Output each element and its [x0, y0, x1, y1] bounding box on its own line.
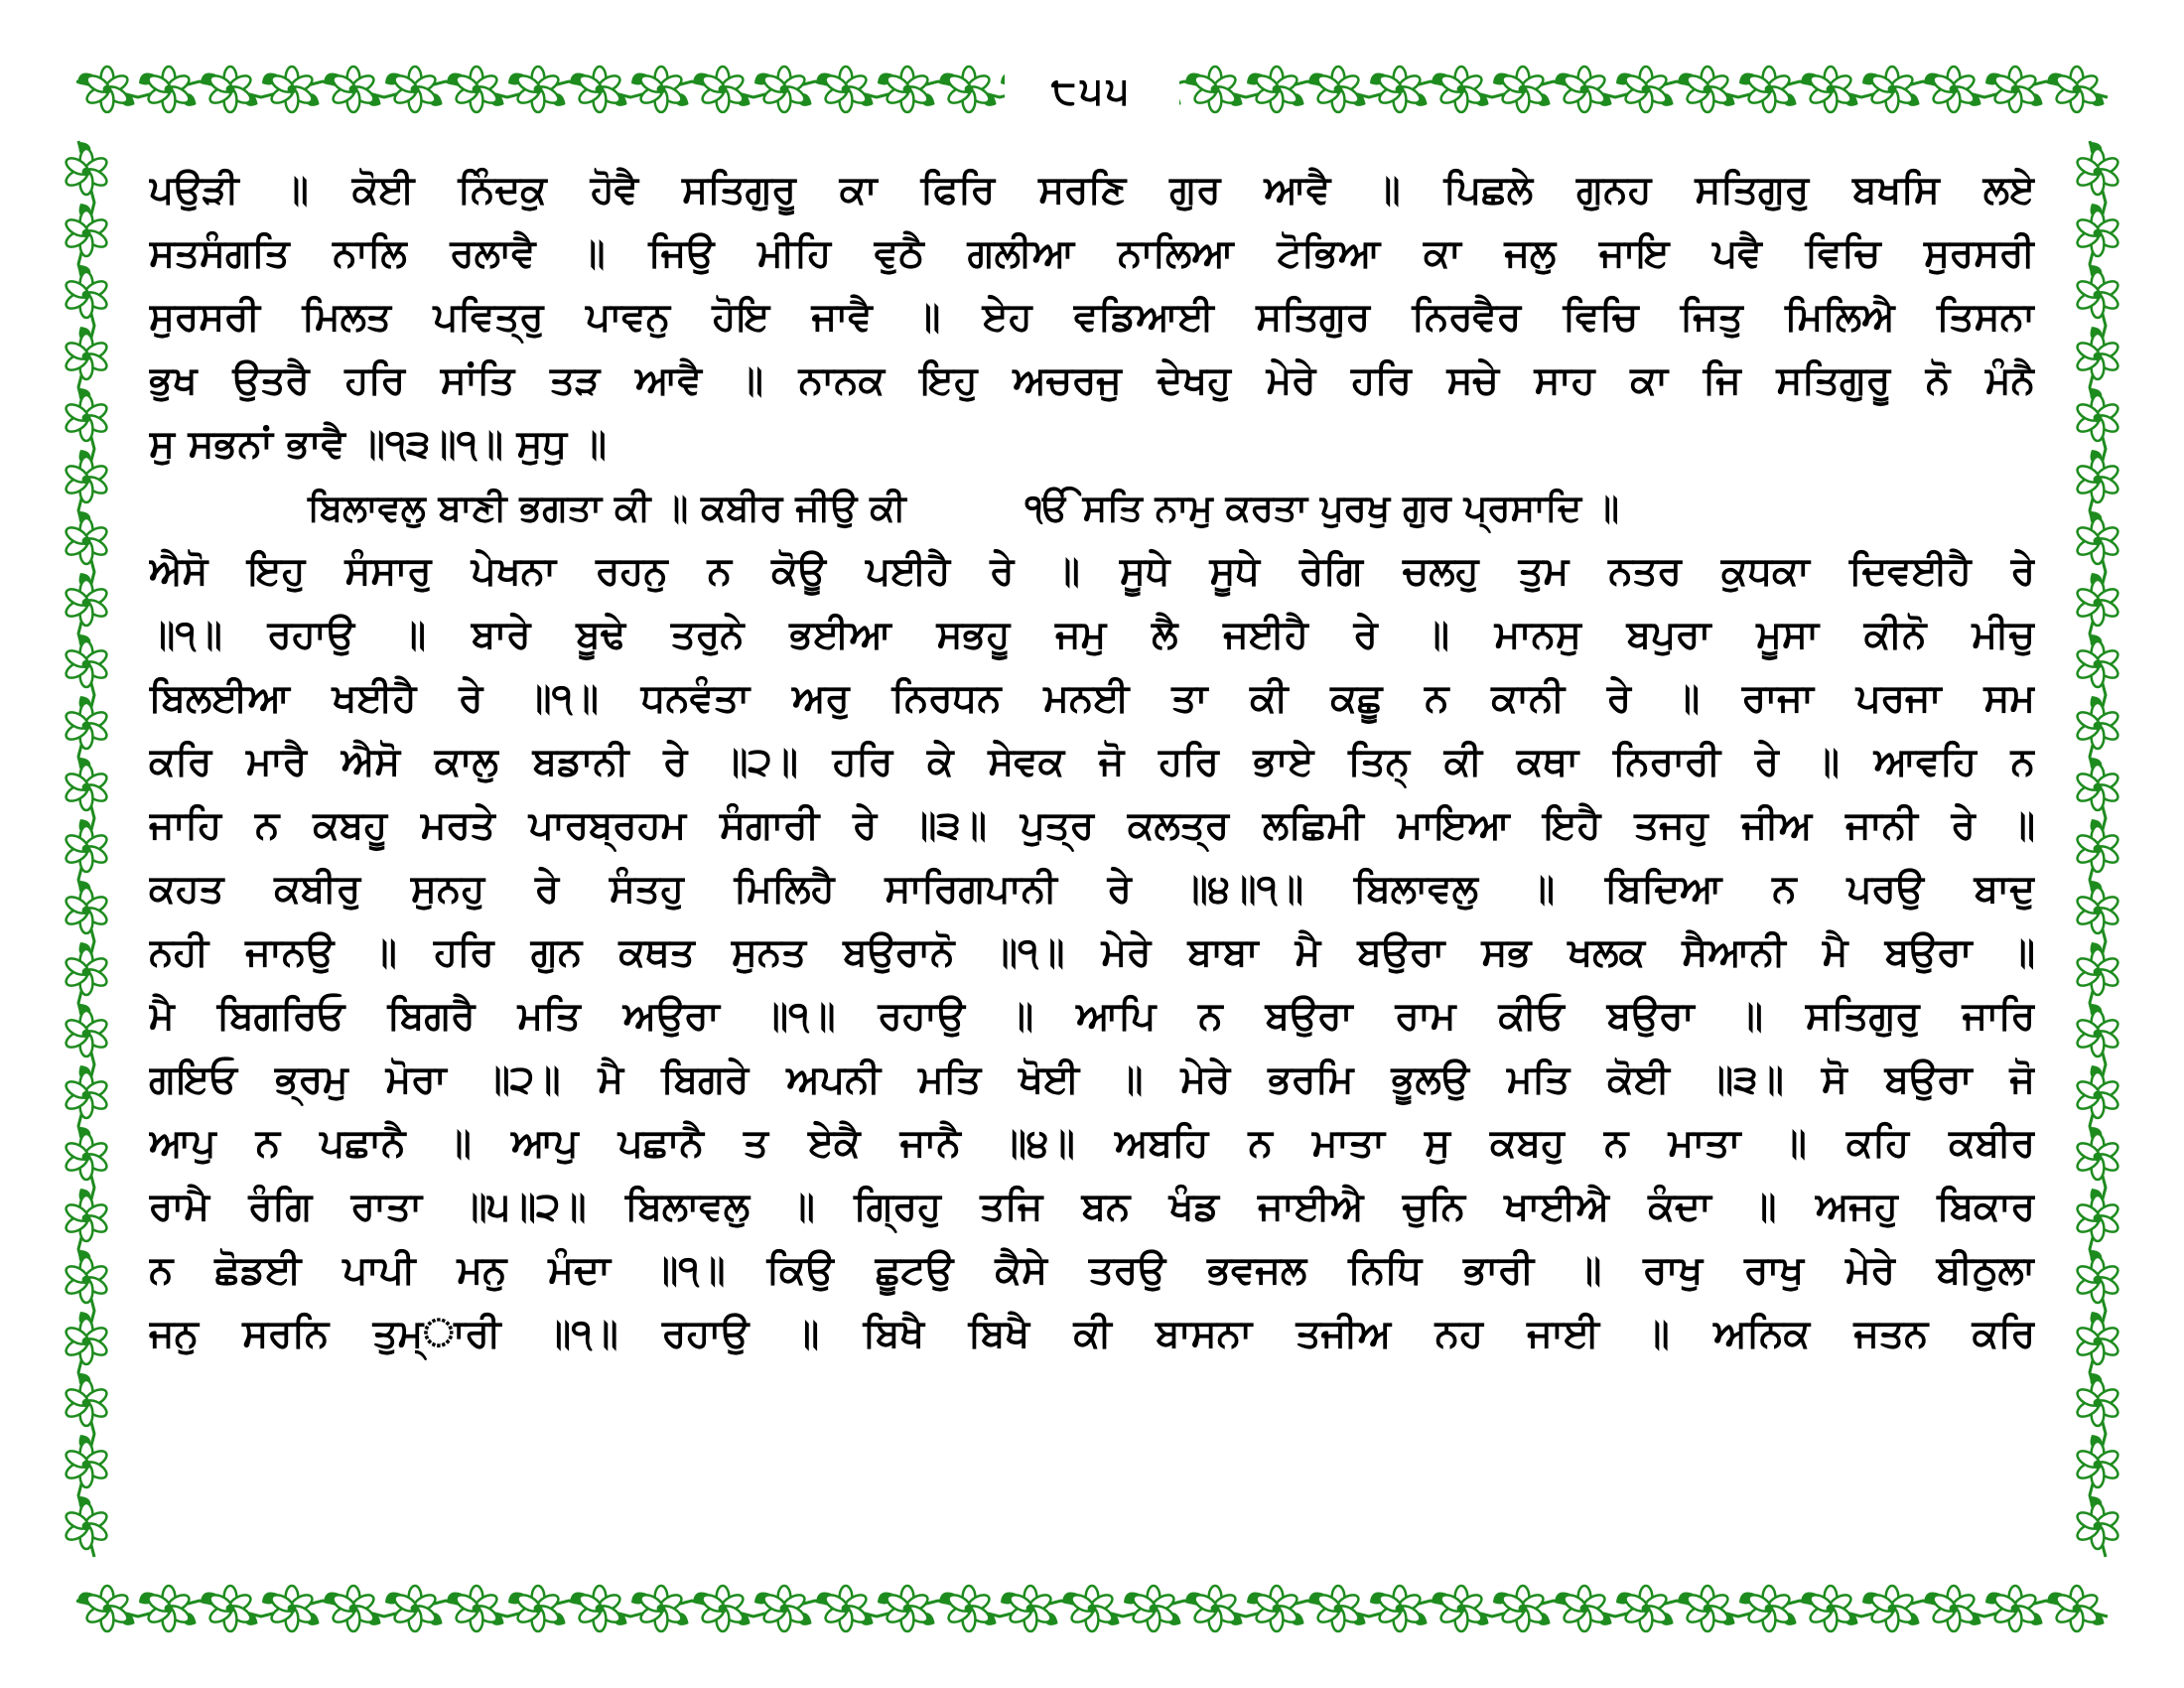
flower-icon: [2075, 1134, 2120, 1180]
flower-icon: [2075, 1257, 2120, 1303]
flower-icon: [64, 149, 109, 195]
flower-icon: [1192, 1586, 1238, 1631]
vine-pattern: [55, 1577, 2129, 1640]
flower-icon: [2075, 949, 2120, 995]
floral-border-right: [2066, 121, 2129, 1577]
flower-icon: [1808, 67, 1853, 112]
flower-icon: [515, 1586, 561, 1631]
flower-icon: [2075, 580, 2120, 626]
flower-icon: [64, 641, 109, 687]
flower-icon: [392, 1586, 438, 1631]
flower-icon: [1315, 1586, 1361, 1631]
flower-icon: [823, 1586, 869, 1631]
flower-icon: [885, 67, 930, 112]
flower-icon: [885, 1586, 930, 1631]
text-line: ਜਾਹਿ ਨ ਕਬਹੂ ਮਰਤੇ ਪਾਰਬ੍ਰਹਮ ਸੰਗਾਰੀ ਰੇ ॥੩॥ ਪੁਤ੍ਰ ਕਲਤ੍ਰ ਲਛਿਮੀ ਮਾਇਆ ਇਹੈ ਤਜਹੁ ਜੀਅ ਜਾਨੀ ਰੇ ॥: [149, 803, 2035, 848]
flower-icon: [64, 518, 109, 564]
flower-icon: [1808, 1586, 1853, 1631]
text-line: ॥੧॥ ਰਹਾਉ ॥ ਬਾਰੇ ਬੂਢੇ ਤਰੁਨੇ ਭਈਆ ਸਭਹੂ ਜਮੁ ਲੈ ਜਈਹੈ ਰੇ ॥ ਮਾਨਸੁ ਬਪੁਰਾ ਮੂਸਾ ਕੀਨੋ ਮੀਚੁ: [149, 613, 2035, 657]
flower-icon: [1931, 67, 1977, 112]
flower-icon: [1254, 1586, 1299, 1631]
flower-icon: [823, 67, 869, 112]
flower-icon: [84, 67, 130, 112]
flower-icon: [454, 1586, 499, 1631]
flower-icon: [64, 211, 109, 256]
heading-title: ਬਿਲਾਵਲੁ ਬਾਣੀ ਭਗਤਾ ਕੀ ॥ ਕਬੀਰ ਜੀਉ ਕੀ: [308, 487, 906, 529]
flower-icon: [207, 1586, 253, 1631]
flower-icon: [2075, 1319, 2120, 1364]
flower-icon: [1623, 1586, 1669, 1631]
flower-icon: [1685, 1586, 1730, 1631]
flower-icon: [2075, 1380, 2120, 1426]
flower-icon: [1931, 1586, 1977, 1631]
flower-icon: [1069, 1586, 1115, 1631]
flower-icon: [64, 765, 109, 810]
text-line: ਗਇਓ ਭ੍ਰਮੁ ਮੋਰਾ ॥੨॥ ਮੈ ਬਿਗਰੇ ਅਪਨੀ ਮਤਿ ਖੋਈ ॥ ਮੇਰੇ ਭਰਮਿ ਭੂਲਉ ਮਤਿ ਕੋਈ ॥੩॥ ਸੋ ਬਉਰਾ ਜੋ: [149, 1057, 2035, 1102]
flower-icon: [64, 703, 109, 749]
flower-icon: [146, 1586, 192, 1631]
flower-icon: [64, 395, 109, 441]
flower-icon: [2075, 826, 2120, 872]
flower-icon: [2075, 703, 2120, 749]
flower-icon: [269, 67, 315, 112]
page-number: ੮੫੫: [1051, 68, 1133, 112]
flower-icon: [1500, 67, 1546, 112]
flower-icon: [761, 1586, 807, 1631]
flower-icon: [1008, 1586, 1053, 1631]
flower-icon: [64, 457, 109, 502]
flower-icon: [64, 1072, 109, 1118]
text-line: ਮੈ ਬਿਗਰਿਓ ਬਿਗਰੈ ਮਤਿ ਅਉਰਾ ॥੧॥ ਰਹਾਉ ॥ ਆਪਿ ਨ ਬਉਰਾ ਰਾਮ ਕੀਓ ਬਉਰਾ ॥ ਸਤਿਗੁਰੁ ਜਾਰਿ: [149, 994, 2035, 1039]
flower-icon: [638, 1586, 684, 1631]
mool-mantar: ੴ ਸਤਿ ਨਾਮੁ ਕਰਤਾ ਪੁਰਖੁ ਗੁਰ ਪ੍ਰਸਾਦਿ ॥: [1024, 487, 1619, 529]
flower-icon: [2075, 149, 2120, 195]
floral-border-bottom: [55, 1577, 2129, 1640]
flower-icon: [577, 67, 622, 112]
flower-icon: [761, 67, 807, 112]
text-line: ਸੁ ਸਭਨਾਂ ਭਾਵੈ ॥੧੩॥੧॥ ਸੁਧੁ ॥: [149, 422, 607, 467]
flower-icon: [64, 334, 109, 379]
flower-icon: [1746, 1586, 1792, 1631]
flower-icon: [2075, 888, 2120, 933]
flower-icon: [64, 1319, 109, 1364]
flower-icon: [1438, 67, 1484, 112]
flower-icon: [1438, 1586, 1484, 1631]
flower-icon: [638, 67, 684, 112]
page-number-box: [1005, 62, 1179, 119]
text-line: ਬਿਲਈਆ ਖਈਹੈ ਰੇ ॥੧॥ ਧਨਵੰਤਾ ਅਰੁ ਨਿਰਧਨ ਮਨਈ ਤਾ ਕੀ ਕਛੂ ਨ ਕਾਨੀ ਰੇ ॥ ਰਾਜਾ ਪਰਜਾ ਸਮ: [149, 676, 2035, 721]
flower-icon: [1377, 1586, 1423, 1631]
flower-icon: [1623, 67, 1669, 112]
flower-icon: [64, 580, 109, 626]
flower-icon: [1254, 67, 1299, 112]
text-line: ਸਤਸੰਗਤਿ ਨਾਲਿ ਰਲਾਵੈ ॥ ਜਿਉ ਮੀਹਿ ਵੁਠੈ ਗਲੀਆ ਨਾਲਿਆ ਟੋਭਿਆ ਕਾ ਜਲੁ ਜਾਇ ਪਵੈ ਵਿਚਿ ਸੁਰਸਰੀ: [149, 231, 2035, 276]
flower-icon: [1869, 67, 1915, 112]
flower-icon: [2075, 457, 2120, 502]
flower-icon: [1131, 1586, 1176, 1631]
text-line: ਰਾਮੈ ਰੰਗਿ ਰਾਤਾ ॥੫॥੨॥ ਬਿਲਾਵਲੁ ॥ ਗ੍ਰਿਹੁ ਤਜਿ ਬਨ ਖੰਡ ਜਾਈਐ ਚੁਨਿ ਖਾਈਐ ਕੰਦਾ ॥ ਅਜਹੁ ਬਿਕਾਰ: [149, 1185, 2035, 1229]
text-line: ਐਸੋ ਇਹੁ ਸੰਸਾਰੁ ਪੇਖਨਾ ਰਹਨੁ ਨ ਕੋਊ ਪਈਹੈ ਰੇ ॥ ਸੂਧੇ ਸੂਧੇ ਰੇਗਿ ਚਲਹੁ ਤੁਮ ਨਤਰ ਕੁਧਕਾ ਦਿਵਈਹੈ ਰੇ: [149, 549, 2035, 594]
flower-icon: [64, 1011, 109, 1056]
flower-icon: [64, 1503, 109, 1549]
text-line: ਪਉੜੀ ॥ ਕੋਈ ਨਿੰਦਕੁ ਹੋਵੈ ਸਤਿਗੁਰੂ ਕਾ ਫਿਰਿ ਸਰਣਿ ਗੁਰ ਆਵੈ ॥ ਪਿਛਲੇ ਗੁਨਹ ਸਤਿਗੁਰੁ ਬਖਸਿ ਲਏ: [149, 168, 2035, 212]
text-line: ਆਪੁ ਨ ਪਛਾਨੈ ॥ ਆਪੁ ਪਛਾਨੈ ਤ ਏਕੈ ਜਾਨੈ ॥੪॥ ਅਬਹਿ ਨ ਮਾਤਾ ਸੁ ਕਬਹੁ ਨ ਮਾਤਾ ॥ ਕਹਿ ਕਬੀਰ: [149, 1121, 2035, 1166]
flower-icon: [2075, 1011, 2120, 1056]
flower-icon: [1562, 67, 1607, 112]
flower-icon: [2075, 1072, 2120, 1118]
flower-icon: [64, 1442, 109, 1487]
flower-icon: [64, 1380, 109, 1426]
flower-icon: [1992, 67, 2038, 112]
text-line: ਜਨੁ ਸਰਨਿ ਤੁਮ੍ਾਰੀ ॥੧॥ ਰਹਾਉ ॥ ਬਿਖੈ ਬਿਖੈ ਕੀ ਬਾਸਨਾ ਤਜੀਅ ਨਹ ਜਾਈ ॥ ਅਨਿਕ ਜਤਨ ਕਰਿ: [149, 1312, 2035, 1356]
flower-icon: [946, 67, 992, 112]
flower-icon: [700, 1586, 746, 1631]
flower-icon: [269, 1586, 315, 1631]
flower-icon: [2075, 1503, 2120, 1549]
flower-icon: [2075, 765, 2120, 810]
vine-pattern: [2066, 121, 2129, 1577]
text-line: ਨ ਛੋਡਈ ਪਾਪੀ ਮਨੁ ਮੰਦਾ ॥੧॥ ਕਿਉ ਛੂਟਉ ਕੈਸੇ ਤਰਉ ਭਵਜਲ ਨਿਧਿ ਭਾਰੀ ॥ ਰਾਖੁ ਰਾਖੁ ਮੇਰੇ ਬੀਠੁਲਾ: [149, 1248, 2035, 1293]
text-line: ਭੁਖ ਉਤਰੈ ਹਰਿ ਸਾਂਤਿ ਤੜ ਆਵੈ ॥ ਨਾਨਕ ਇਹੁ ਅਚਰਜੁ ਦੇਖਹੁ ਮੇਰੇ ਹਰਿ ਸਚੇ ਸਾਹ ਕਾ ਜਿ ਸਤਿਗੁਰੂ ਨੋ ਮੰਨੈ: [149, 358, 2035, 403]
flower-icon: [64, 1196, 109, 1241]
flower-icon: [1377, 67, 1423, 112]
text-line: ਨਹੀ ਜਾਨਉ ॥ ਹਰਿ ਗੁਨ ਕਥਤ ਸੁਨਤ ਬਉਰਾਨੋ ॥੧॥ ਮੇਰੇ ਬਾਬਾ ਮੈ ਬਉਰਾ ਸਭ ਖਲਕ ਸੈਆਨੀ ਮੈ ਬਉਰਾ ॥: [149, 930, 2035, 975]
flower-icon: [146, 67, 192, 112]
floral-border-left: [55, 121, 118, 1577]
flower-icon: [1500, 1586, 1546, 1631]
flower-icon: [1192, 67, 1238, 112]
flower-icon: [331, 67, 376, 112]
scripture-text: [149, 159, 2035, 1366]
flower-icon: [2075, 272, 2120, 318]
flower-icon: [2075, 334, 2120, 379]
flower-icon: [84, 1586, 130, 1631]
flower-icon: [577, 1586, 622, 1631]
flower-icon: [64, 272, 109, 318]
flower-icon: [64, 888, 109, 933]
flower-icon: [207, 67, 253, 112]
vine-pattern: [55, 121, 118, 1577]
flower-icon: [64, 949, 109, 995]
text-line: ਕਹਤ ਕਬੀਰੁ ਸੁਨਹੁ ਰੇ ਸੰਤਹੁ ਮਿਲਿਹੈ ਸਾਰਿਗਪਾਨੀ ਰੇ ॥੪॥੧॥ ਬਿਲਾਵਲੁ ॥ ਬਿਦਿਆ ਨ ਪਰਉ ਬਾਦੁ: [149, 867, 2035, 912]
flower-icon: [2054, 67, 2100, 112]
flower-icon: [1315, 67, 1361, 112]
flower-icon: [1562, 1586, 1607, 1631]
section-heading: [149, 477, 2035, 540]
flower-icon: [64, 1257, 109, 1303]
flower-icon: [2075, 395, 2120, 441]
flower-icon: [1746, 67, 1792, 112]
flower-icon: [2075, 211, 2120, 256]
flower-icon: [392, 67, 438, 112]
flower-icon: [1992, 1586, 2038, 1631]
flower-icon: [700, 67, 746, 112]
flower-icon: [331, 1586, 376, 1631]
flower-icon: [2075, 641, 2120, 687]
flower-icon: [2075, 1196, 2120, 1241]
text-line: ਸੁਰਸਰੀ ਮਿਲਤ ਪਵਿਤ੍ਰੁ ਪਾਵਨੁ ਹੋਇ ਜਾਵੈ ॥ ਏਹ ਵਡਿਆਈ ਸਤਿਗੁਰ ਨਿਰਵੈਰ ਵਿਚਿ ਜਿਤੁ ਮਿਲਿਐ ਤਿਸਨਾ: [149, 295, 2035, 340]
flower-icon: [1869, 1586, 1915, 1631]
flower-icon: [64, 1134, 109, 1180]
text-line: ਕਰਿ ਮਾਰੈ ਐਸੋ ਕਾਲੁ ਬਡਾਨੀ ਰੇ ॥੨॥ ਹਰਿ ਕੇ ਸੇਵਕ ਜੋ ਹਰਿ ਭਾਏ ਤਿਨ੍ ਕੀ ਕਥਾ ਨਿਰਾਰੀ ਰੇ ॥ ਆਵਹਿ ਨ: [149, 740, 2035, 784]
flower-icon: [64, 826, 109, 872]
flower-icon: [2054, 1586, 2100, 1631]
flower-icon: [946, 1586, 992, 1631]
flower-icon: [2075, 1442, 2120, 1487]
flower-icon: [454, 67, 499, 112]
flower-icon: [2075, 518, 2120, 564]
flower-icon: [1685, 67, 1730, 112]
flower-icon: [515, 67, 561, 112]
